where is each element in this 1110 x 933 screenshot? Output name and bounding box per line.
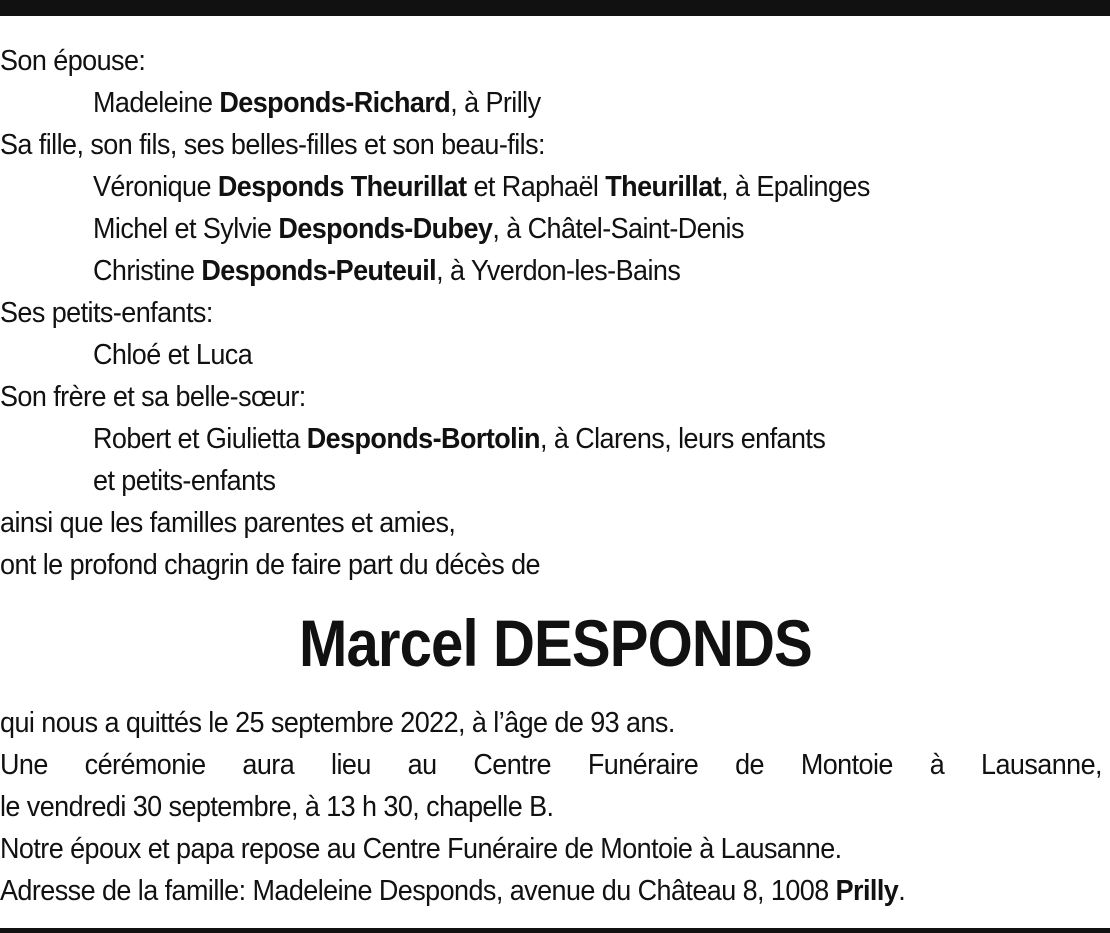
top-rule — [0, 0, 1110, 16]
spouse-first-name: Madeleine — [93, 87, 220, 119]
child-2-last-name: Desponds-Dubey — [278, 213, 493, 245]
ceremony-line — [0, 744, 1102, 786]
ceremony-word: au — [407, 749, 437, 781]
child-1-first-name: Véronique — [93, 171, 218, 203]
child-line-2 — [0, 208, 1107, 250]
child-1-partner-last-name: Theurillat — [605, 171, 722, 203]
spouse-line — [0, 82, 1107, 124]
ceremony-word: Funéraire — [587, 749, 699, 781]
child-line-3 — [0, 250, 1107, 292]
sibling-first-name: Robert et Giulietta — [93, 423, 307, 455]
passing-date-line: qui nous a quittés le 25 septembre 2022, à l’âge de 93 ans. — [0, 707, 675, 739]
ceremony-word: Une — [0, 749, 48, 781]
family-address-town: Prilly — [835, 875, 899, 907]
ceremony-word: aura — [242, 749, 295, 781]
ceremony-date-line: le vendredi 30 septembre, à 13 h 30, chapelle B. — [0, 791, 554, 823]
family-address-line — [0, 870, 1107, 912]
relatives-line: ainsi que les familles parentes et amies, — [0, 507, 456, 539]
deceased-name — [0, 600, 1110, 686]
sibling-line — [0, 418, 1107, 460]
spouse-last-name: Desponds-Richard — [219, 87, 451, 119]
child-1-location: , à Epalinges — [721, 171, 870, 203]
child-1-partner: et Raphaël — [466, 171, 606, 203]
ceremony-word: Montoie — [800, 749, 893, 781]
ceremony-word: Lausanne, — [981, 749, 1102, 781]
child-3-first-name: Christine — [93, 255, 202, 287]
family-list — [0, 40, 1107, 586]
ceremony-word: de — [735, 749, 764, 781]
children-heading: Sa fille, son fils, ses belles-filles et son beau-fils: — [0, 129, 545, 161]
child-1-last-name: Desponds Theurillat — [217, 171, 467, 203]
closing-text — [0, 702, 1107, 912]
family-address-end: . — [898, 875, 906, 907]
sibling-line-continued: et petits-enfants — [93, 465, 276, 497]
child-line-1 — [0, 166, 1107, 208]
child-2-location: , à Châtel-Saint-Denis — [492, 213, 744, 245]
spouse-location: , à Prilly — [450, 87, 541, 119]
ceremony-word: lieu — [331, 749, 371, 781]
child-3-last-name: Desponds-Peuteuil — [201, 255, 437, 287]
deceased-name-text: Marcel DESPONDS — [298, 606, 812, 680]
child-2-first-name: Michel et Sylvie — [93, 213, 279, 245]
announcement-line: ont le profond chagrin de faire part du décès de — [0, 549, 540, 581]
ceremony-word: cérémonie — [84, 749, 206, 781]
ceremony-word: à — [929, 749, 945, 781]
sibling-location: , à Clarens, leurs enfants — [539, 423, 826, 455]
repose-line: Notre époux et papa repose au Centre Funéraire de Montoie à Lausanne. — [0, 833, 842, 865]
spouse-heading: Son épouse: — [0, 45, 146, 77]
child-3-location: , à Yverdon-les-Bains — [436, 255, 681, 287]
sibling-heading: Son frère et sa belle-sœur: — [0, 381, 306, 413]
sibling-last-name: Desponds-Bortolin — [306, 423, 540, 455]
grandchildren-line: Chloé et Luca — [93, 339, 253, 371]
grandchildren-heading: Ses petits-enfants: — [0, 297, 213, 329]
ceremony-word: Centre — [473, 749, 551, 781]
family-address: Adresse de la famille: Madeleine Desponds, avenue du Château 8, 1008 — [0, 875, 836, 907]
bottom-rule — [0, 928, 1110, 933]
